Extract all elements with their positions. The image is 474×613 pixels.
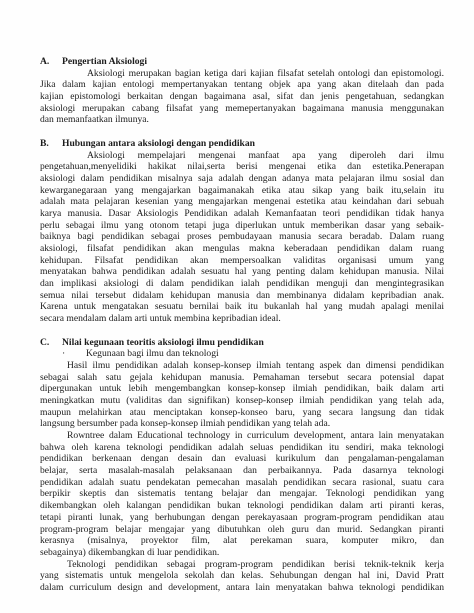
paragraph <box>40 68 444 126</box>
paragraph-line: aksiologi merupakan cabang filsafat yang memepertanyakan bagaimana manusia menggunakan <box>40 102 444 114</box>
paragraph-line: kewarganegaraan yang mengajarkan bagaimanakah etika atau sikap yang baik itu,selain itu <box>40 184 444 196</box>
section-title: Hubungan antara aksiologi dengan pendidikan <box>62 137 256 149</box>
paragraph-line: Karena untuk mengatakan sesuatu bernilai baik itu bukanlah hal yang mudah apalagi menilai <box>40 301 444 313</box>
paragraph-line: pengetahuan,menyelidiki hakikat nilai,serta berisi mengenai etika dan estetika.Penerapan <box>40 161 444 173</box>
paragraph <box>40 360 444 430</box>
paragraph-line: sebagainya) dikembangkan di luar pendidikan. <box>40 546 220 558</box>
paragraph-line: dipergunakan untuk lebih mengembangkan konsep-konsep ilmiah pendidikan, baik dalam arti <box>40 383 444 395</box>
paragraph-line: sebagai salah satu gejala kehidupan manusia. Pemahaman tersebut secara potensial dapat <box>40 371 444 383</box>
paragraph-line: secara mendalam dalam arti untuk membina kepribadian ideal. <box>40 313 281 325</box>
bullet-text: Kegunaan bagi ilmu dan teknologi <box>86 348 219 360</box>
paragraph-line: Hasil ilmu pendidikan adalah konsep-konsep ilmiah tentang aspek dan dimensi pendidikan <box>67 359 444 371</box>
paragraph-line: menyatakan bahwa pendidikan adalah sesuatu hal yang penting dalam kehidupan manusia. Nilai <box>40 266 444 278</box>
paragraph-line: baiknya bagi pendidikan sebagai proses pembudayaan manusia secara beradab. Dalam ruang <box>40 231 444 243</box>
paragraph <box>40 430 444 559</box>
paragraph-line: aksiologi dalam pendidikan misalnya saja adalah dengan adanya mata pelajaran ilmu sosial dan <box>40 172 444 184</box>
paragraph-line: kehidupan. Filsafat pendidikan akan mempersoalkan validitas organisasi umum yang <box>40 254 444 266</box>
paragraph-line: yang sistematis untuk mengelola sekolah dan kelas. Sehubungan dengan hal ini, David Pratt <box>40 570 444 582</box>
section-title: Nilai kegunaan teoritis aksiologi ilmu pendidikan <box>62 336 264 348</box>
section-marker: C. <box>40 336 50 348</box>
paragraph-line: kajian epistomologi berkaitan dengan bagaimana asal, sifat dan jenis pengetahuan, sedangkan <box>40 91 444 103</box>
paragraph-line: berpikir skeptis dan sistematis tentang belajar dan mengajar. Teknologi pendidikan yang <box>40 488 444 500</box>
paragraph-line: Jika dalam kajian entologi mempertanyakan tentang objek apa yang akan ditelaah dan pada <box>40 79 444 91</box>
paragraph-line: pendidikan berkenaan dengan desain dan evaluasi kurikulum dan pengalaman-pengalaman <box>40 453 444 465</box>
paragraph <box>40 150 444 325</box>
paragraph-line: langsung bersumber pada konsep-konsep ilmiah pendidikan yang telah ada. <box>40 418 331 430</box>
section-a <box>40 56 444 126</box>
section-marker: B. <box>40 137 49 149</box>
paragraph-line: bahwa oleh karena teknologi pendidikan adalah seluas pendidikan itu sendiri, maka teknologi <box>40 441 444 453</box>
paragraph-line: aksiologi, filsafat pendidikan akan mengulas makna keberadaan pendidikan dalam ruang <box>40 243 444 254</box>
section-b-heading <box>40 138 444 150</box>
paragraph-line: Rowntree dalam Educational technology in curriculum development, antara lain menyatakan <box>67 430 444 441</box>
paragraph-line: karya manusia. Dasar Aksiologis Pendidikan adalah Kemanfaatan teori pendidikan tidak hanya <box>40 207 444 219</box>
paragraph-line: kerasnya (misalnya, proyektor film, alat perekaman suara, komputer mikro, dan <box>40 535 444 547</box>
bullet-icon: · <box>62 348 66 360</box>
bullet-item <box>40 348 444 360</box>
paragraph-line: pendidikan adalah suatu pendekatan pemecahan masalah pendidikan secara rasional, suatu cara <box>40 476 444 488</box>
paragraph-line: Teknologi pendidikan sebagai program-program pendidikan berisi teknik-teknik kerja <box>67 558 444 570</box>
section-marker: A. <box>40 56 50 67</box>
paragraph-line: meningkatkan mutu (validitas dan signifikan) konsep-konsep ilmiah pendidikan yang telah ada, <box>40 394 444 406</box>
section-b <box>40 138 444 325</box>
paragraph-line: dan implikasi aksiologi di dalam pendidikan ialah pendidikan menguji dan mengintegrasikan <box>40 278 444 290</box>
paragraph-line: semua nilai tersebut didalam kehidupan manusia dan membinanya didalam kepribadian anak. <box>40 289 444 301</box>
document-body <box>40 56 444 594</box>
paragraph-line: maupun melahirkan atau menciptakan konsep-konseo baru, yang secara langsung dan tidak <box>40 406 444 418</box>
section-c <box>40 337 444 594</box>
section-c-heading <box>40 337 444 349</box>
paragraph-line: Aksiologi merupakan bagian ketiga dari kajian filsafat setelah ontologi dan epistomologi. <box>87 67 444 79</box>
paragraph-line: belajar, serta masalah-masalah pelaksanaan dan perbaikannya. Pada dasarnya teknologi <box>40 465 444 477</box>
paragraph-line: dikembangkan oleh kalangan pendidikan bukan teknologi pendidikan dalam arti piranti keras, <box>40 500 444 512</box>
paragraph-line: program-program belajar mengajar yang dibutuhkan oleh guru dan murid. Sedangkan piranti <box>40 523 444 535</box>
section-a-heading <box>40 56 444 68</box>
paragraph-line: tetapi piranti lunak, yang berhubungan dengan perekayasaan program-program pendidikan atau <box>40 511 444 523</box>
paragraph <box>40 559 444 594</box>
paragraph-line: dan memanfaatkan ilmunya. <box>40 114 149 126</box>
paragraph-line: perlu sebagai ilmu yang otonom tetapi juga diperlukan untuk memberikan dasar yang sebaik- <box>40 219 444 231</box>
paragraph-line: adalah mata pelajaran kesenian yang mengajarkan mengenai estetika atau keindahan dari sebuah <box>40 196 444 208</box>
section-title: Pengertian Aksiologi <box>62 56 148 67</box>
paragraph-line: Aksiologi mempelajari mengenai manfaat apa yang diperoleh dari ilmu <box>87 149 444 161</box>
paragraph-line: dalam curriculum design and development, antara lain menyatakan bahwa teknologi pendidikan <box>40 581 444 593</box>
